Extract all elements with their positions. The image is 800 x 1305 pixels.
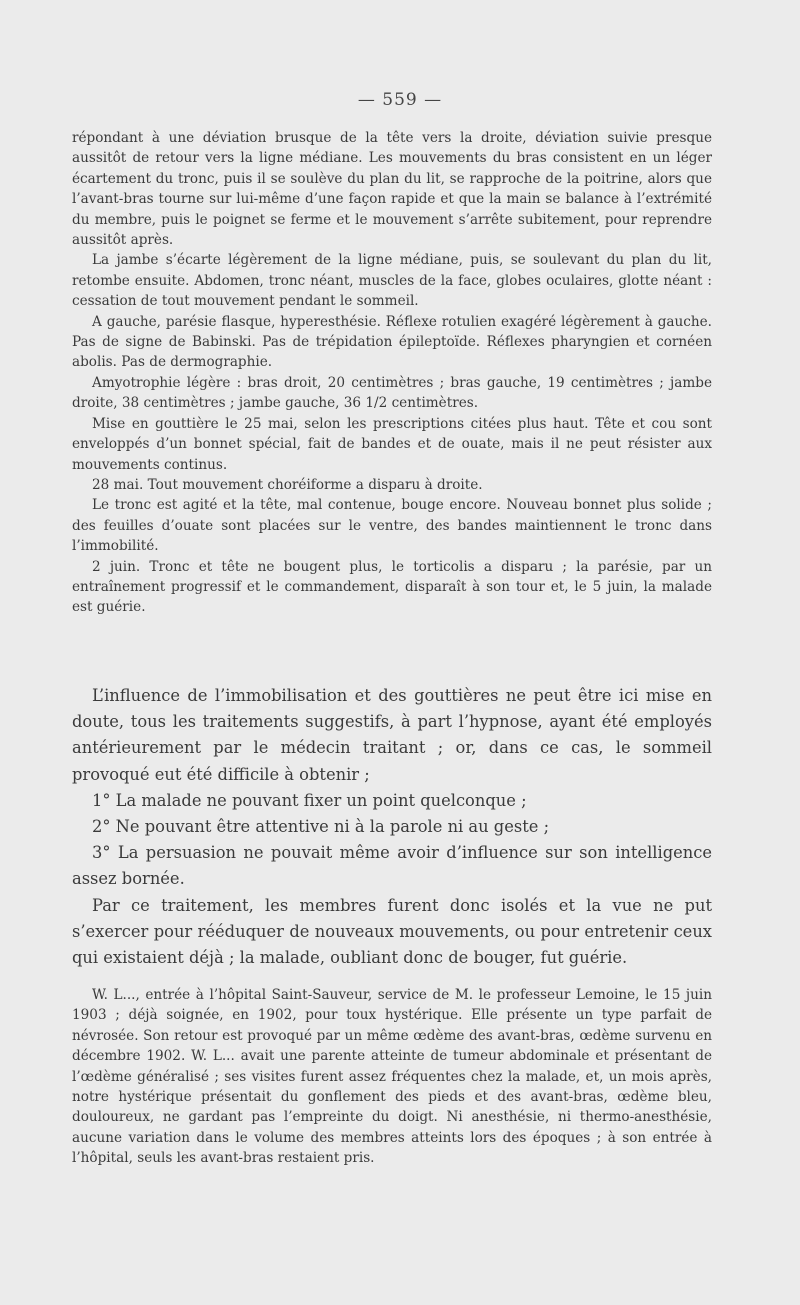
paragraph: W. L..., entrée à l’hôpital Saint-Sauveur, service de M. le professeur Lemoine, le 15 juin 1903 ; déjà soignée, en 1902, pour toux hystérique. Elle présente un type parfait de névrosée. Son retour est provoqué par un même œdème des avant-bras, œdème survenu en décembre 1902. W. L... avait une parente atteinte de tumeur abdominale et présentant de l’œdème généralisé ; ses visites furent assez fréquentes chez la malade, et, un mois après, notre hystérique présentait du gonflement des pieds et des avant-bras, œdème bleu, douloureux, ne gardant pas l’empreinte du doigt. Ni anesthésie, ni thermo-anesthésie, aucune variation dans le volume des membres atteints lors des époques ; à son entrée à l’hôpital, seuls les avant-bras restaient pris. <box>72 987 712 1167</box>
paragraph: Mise en gouttière le 25 mai, selon les prescriptions citées plus haut. Tête et cou sont enveloppés d’un bonnet spécial, fait de bandes et de ouate, mais il ne peut résister aux mouvements continus. <box>72 415 712 473</box>
paragraph: répondant à une déviation brusque de la tête vers la droite, déviation suivie presque aussitôt de retour vers la ligne médiane. Les mouvements du bras consistent en un léger écartement du tronc, puis il se soulève du plan du lit, se rapproche de la poitrine, alors que l’avant-bras tourne sur lui-même d’une façon rapide et que la main se balance à l’extrémité du membre, puis le poignet se ferme et le mouvement s’arrête subitement, pour reprendre aussitôt après. <box>72 130 712 249</box>
paragraph: Par ce traitement, les membres furent donc isolés et la vue ne put s’exercer pour rééduquer de nouveaux mouvements, ou pour entretenir ceux qui existaient déjà ; la malade, oubliant donc de bouger, fut guérie. <box>72 895 712 968</box>
paragraph: Le tronc est agité et la tête, mal contenue, bouge encore. Nouveau bonnet plus solide ; des feuilles d’ouate sont placées sur le ventre, des bandes maintiennent le tronc dans l’immobilité. <box>72 497 712 555</box>
commentary-text <box>72 683 712 971</box>
list-item: 1° La malade ne pouvant fixer un point quelconque ; <box>92 790 527 810</box>
list-item: 2° Ne pouvant être attentive ni à la parole ni au geste ; <box>92 817 550 837</box>
paragraph: A gauche, parésie flasque, hyperesthésie. Réflexe rotulien exagéré légèrement à gauche. Pas de signe de Babinski. Pas de trépidation épileptoïde. Réflexes pharyngien et cornéen abolis. Pas de dermographie. <box>72 313 712 371</box>
page-number: — 559 — <box>357 90 443 110</box>
clinical-observation-text <box>72 128 712 618</box>
paragraph: L’influence de l’immobilisation et des gouttières ne peut être ici mise en doute, tous les traitements suggestifs, à part l’hypnose, ayant été employés antérieurement par le médecin traitant ; or, dans ce cas, le sommeil provoqué eut été difficile à obtenir ; <box>72 686 712 784</box>
case-report-text <box>72 985 712 1169</box>
paragraph: La jambe s’écarte légèrement de la ligne médiane, puis, se soulevant du plan du lit, retombe ensuite. Abdomen, tronc néant, muscles de la face, globes oculaires, glotte néant : cessation de tout mouvement pendant le sommeil. <box>72 252 712 310</box>
paragraph: 28 mai. Tout mouvement choréiforme a disparu à droite. <box>92 476 483 493</box>
paragraph: 2 juin. Tronc et tête ne bougent plus, le torticolis a disparu ; la parésie, par un entraînement progressif et le commandement, disparaît à son tour et, le 5 juin, la malade est guérie. <box>72 558 712 616</box>
list-item: 3° La persuasion ne pouvait même avoir d’influence sur son intelligence assez bornée. <box>72 843 712 889</box>
paragraph: Amyotrophie légère : bras droit, 20 centimètres ; bras gauche, 19 centimètres ; jambe droite, 38 centimètres ; jambe gauche, 36 1/2 centimètres. <box>72 374 712 412</box>
